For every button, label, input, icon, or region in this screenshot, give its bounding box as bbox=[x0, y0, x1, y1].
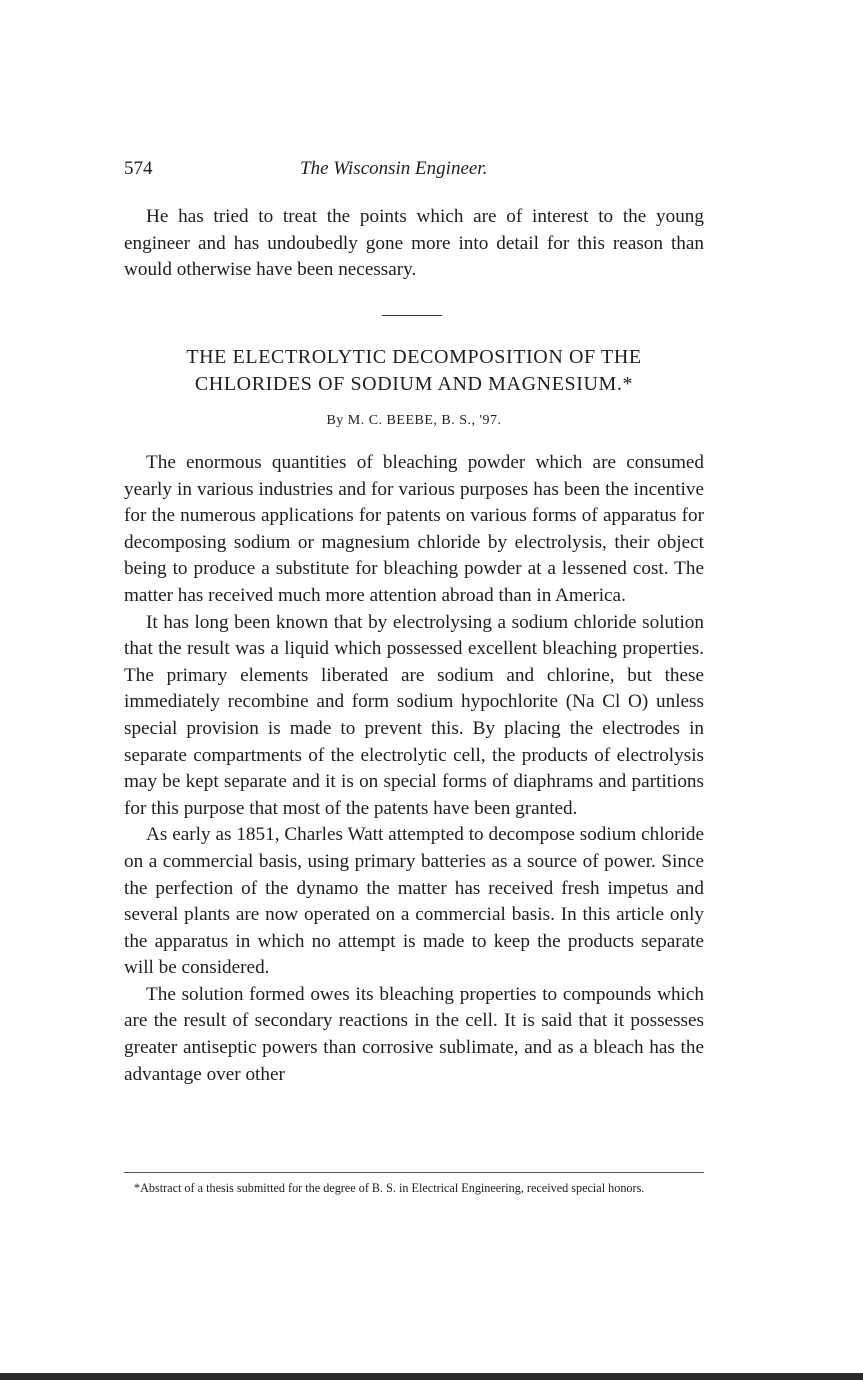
scan-edge bbox=[0, 1373, 863, 1380]
body-paragraph-4: The solution formed owes its bleaching properties to compounds which are the result of secondary reactions in the cell. It is said that it possesses greater antiseptic powers than corrosive sublimate, and as a bleach has the advantage over other bbox=[124, 983, 704, 1085]
journal-title: The Wisconsin Engineer. bbox=[300, 158, 488, 179]
intro-paragraph: He has tried to treat the points which are of interest to the young engineer and has undoubedly gone more into detail for this reason than would otherwise have been necessary. bbox=[124, 206, 704, 281]
article-body bbox=[124, 450, 704, 1088]
running-head bbox=[124, 158, 704, 184]
footnote-divider bbox=[124, 1172, 704, 1173]
author-byline: By M. C. BEEBE, B. S., '97. bbox=[326, 413, 502, 428]
body-paragraph-3: As early as 1851, Charles Watt attempted to decompose sodium chloride on a commercial basis, using primary batteries as a source of power. Since the perfection of the dynamo the matter has received fresh impetus and several plants are now operated on a commercial basis. In this article only the apparatus in which no attempt is made to keep the products separate will be considered. bbox=[124, 824, 704, 979]
page-number: 574 bbox=[124, 158, 153, 179]
article-title-line-1: THE ELECTROLYTIC DECOMPOSITION OF THE bbox=[186, 346, 642, 368]
section-divider bbox=[382, 315, 442, 316]
footnote: *Abstract of a thesis submitted for the degree of B. S. in Electrical Engineering, received special honors. bbox=[134, 1181, 645, 1195]
intro-section bbox=[124, 204, 704, 284]
body-paragraph-2: It has long been known that by electrolysing a sodium chloride solution that the result was a liquid which possessed excellent bleaching properties. The primary elements liberated are sodium and chlorine, but these immediately recombine and form sodium hypochlorite (Na Cl O) unless special provision is made to prevent this. By placing the electrodes in separate compartments of the electrolytic cell, the products of electrolysis may be kept separate and it is on special forms of diaphrams and partitions for this purpose that most of the patents have been granted. bbox=[124, 611, 704, 819]
article-title bbox=[124, 344, 704, 398]
body-paragraph-1: The enormous quantities of bleaching powder which are consumed yearly in various industries and for various purposes has been the incentive for the numerous applications for patents on various forms of apparatus for decomposing sodium or magnesium chloride by electrolysis, their object being to produce a substitute for bleaching powder at a lessened cost. The matter has received much more attention abroad than in America. bbox=[124, 452, 704, 606]
article-title-line-2: CHLORIDES OF SODIUM AND MAGNESIUM.* bbox=[194, 373, 634, 395]
